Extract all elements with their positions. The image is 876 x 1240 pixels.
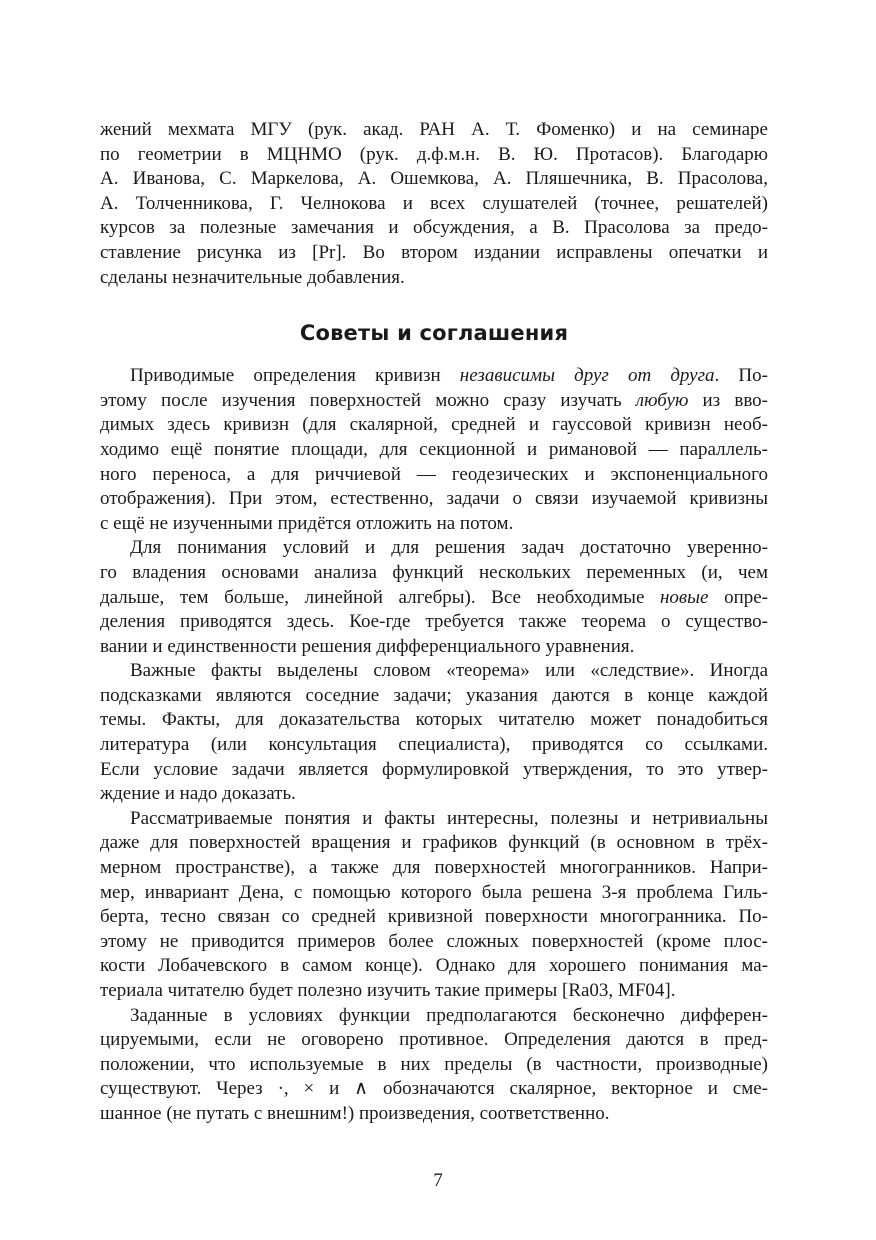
text-line xyxy=(100,389,768,414)
text-line: существуют. Через ·, × и ∧ обозначаются скалярное, векторное и сме- xyxy=(100,1078,768,1100)
text-line: курсов за полезные замечания и обсуждения, а В. Прасолова за предо- xyxy=(100,217,768,239)
text-line xyxy=(100,586,768,611)
text-line: деления приводятся здесь. Кое-где требуется также теорема о существо- xyxy=(100,611,768,633)
text-line: Если условие задачи является формулировкой утверждения, то это утвер- xyxy=(100,758,768,780)
text-line: ставление рисунка из [Pr]. Во втором издании исправлены опечатки и xyxy=(100,241,768,263)
text-line: А. Толченникова, Г. Челнокова и всех слушателей (точнее, решателей) xyxy=(100,192,768,214)
text-line: териала читателю будет полезно изучить такие примеры [Ra03, MF04]. xyxy=(100,980,676,1001)
section-heading: Советы и соглашения xyxy=(299,321,569,346)
emphasis-text: независимы друг от друга xyxy=(459,365,715,387)
text-line: шанное (не путать с внешним!) произведения, соответственно. xyxy=(100,1102,610,1124)
text-line: даже для поверхностей вращения и графиков функций (в основном в трёх- xyxy=(100,832,768,854)
text-line: темы. Факты, для доказательства которых читателю может понадобиться xyxy=(100,709,768,731)
page-number: 7 xyxy=(433,1170,443,1191)
text-line: ного переноса, а для риччиевой — геодезических и экспоненциального xyxy=(100,463,768,485)
text-line: мер, инвариант Дена, с помощью которого была решена 3-я проблема Гиль- xyxy=(100,881,768,903)
text-line: го владения основами анализа функций нескольких переменных (и, чем xyxy=(100,561,768,583)
text-line: положении, что используемые в них пределы (в частности, производные) xyxy=(100,1053,768,1075)
text-line: Для понимания условий и для решения задач достаточно уверенно- xyxy=(130,537,768,559)
text-line: по геометрии в МЦНМО (рук. д.ф.м.н. В. Ю. Протасов). Благодарю xyxy=(100,143,768,165)
text-line: мерном пространстве), а также для поверхностей многогранников. Напри- xyxy=(100,857,768,879)
text-line: Заданные в условиях функции предполагаются бесконечно дифферен- xyxy=(130,1004,768,1026)
text-line: отображения). При этом, естественно, задачи о связи изучаемой кривизны xyxy=(100,488,768,510)
text-span: опре- xyxy=(708,586,768,608)
page-body xyxy=(100,118,768,1127)
text-line: вании и единственности решения дифференциального уравнения. xyxy=(100,635,635,657)
text-line: сделаны незначительные добавления. xyxy=(100,266,405,288)
paragraph-5 xyxy=(100,1004,768,1127)
text-span: . По- xyxy=(714,365,768,387)
text-span: из вво- xyxy=(688,389,768,411)
paragraph-2 xyxy=(100,536,768,659)
emphasis-text: любую xyxy=(635,389,689,411)
text-line: Рассматриваемые понятия и факты интересны, полезны и нетривиальны xyxy=(130,807,768,829)
text-line: ждение и надо доказать. xyxy=(100,783,296,805)
paragraph-3 xyxy=(100,659,768,807)
text-line: димых здесь кривизн (для скалярной, средней и гауссовой кривизн необ- xyxy=(100,414,768,436)
text-line: этому не приводится примеров более сложных поверхностей (кроме плос- xyxy=(100,930,768,952)
text-line: подсказками являются соседние задачи; указания даются в конце каждой xyxy=(100,684,768,706)
intro-paragraph xyxy=(100,118,768,290)
paragraph-1 xyxy=(100,364,768,536)
text-line: берта, тесно связан со средней кривизной поверхности многогранника. По- xyxy=(100,906,768,928)
text-span: этому после изучения поверхностей можно сразу изучать xyxy=(100,389,636,411)
text-span: дальше, тем больше, линейной алгебры). Все необходимые xyxy=(100,586,660,608)
text-line: А. Иванова, С. Маркелова, А. Ошемкова, А. Пляшечника, В. Прасолова, xyxy=(100,168,768,190)
text-line: кости Лобачевского в самом конце). Однако для хорошего понимания ма- xyxy=(100,955,768,977)
text-line: цируемыми, если не оговорено противное. Определения даются в пред- xyxy=(100,1029,768,1051)
emphasis-text: новые xyxy=(659,586,709,608)
paragraph-4 xyxy=(100,807,768,1004)
text-line: ходимо ещё понятие площади, для секционной и римановой — параллель- xyxy=(100,438,768,460)
text-line: литература (или консультация специалиста), приводятся со ссылками. xyxy=(100,734,768,756)
text-span: Приводимые определения кривизн xyxy=(130,365,460,387)
text-line xyxy=(100,364,768,389)
text-line: жений мехмата МГУ (рук. акад. РАН А. Т. Фоменко) и на семинаре xyxy=(100,119,768,140)
text-line: Важные факты выделены словом «теорема» или «следствие». Иногда xyxy=(130,660,768,682)
text-line: с ещё не изученными придётся отложить на потом. xyxy=(100,512,514,534)
